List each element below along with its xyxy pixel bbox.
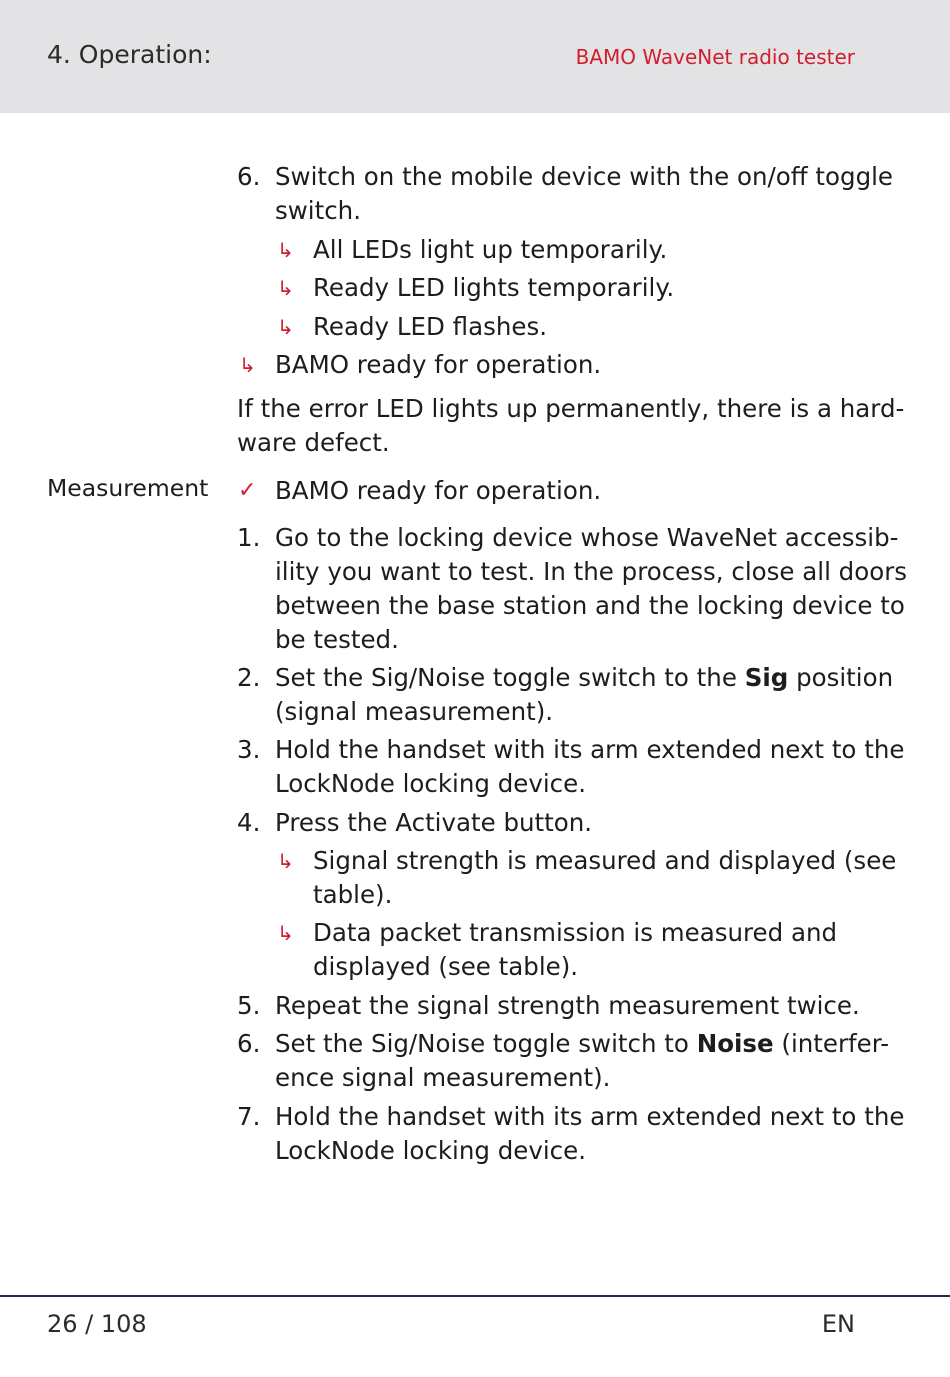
step-text: ence signal measurement). <box>275 1063 611 1092</box>
page-header <box>0 0 950 113</box>
result-text: Ready LED flashes. <box>313 312 547 341</box>
step-text: be tested. <box>275 625 399 654</box>
result-arrow-icon: ↳ <box>277 921 294 945</box>
step-text: Set the Sig/Noise toggle switch to the Sig position <box>275 663 894 692</box>
step-text: Press the Activate button. <box>275 808 593 837</box>
step-number: 1. <box>237 523 261 552</box>
language-code: EN <box>821 1310 855 1338</box>
result-arrow-icon: ↳ <box>277 238 294 262</box>
step-number: 4. <box>237 808 261 837</box>
step-text: ility you want to test. In the process, close all doors <box>275 557 908 586</box>
section-title: 4. Operation: <box>47 40 212 69</box>
checkmark-icon: ✓ <box>238 478 257 503</box>
step-number: 3. <box>237 735 261 764</box>
note-text: If the error LED lights up permanently, there is a hard- <box>237 394 905 423</box>
result-text: displayed (see table). <box>313 952 579 981</box>
step-number: 6. <box>237 1029 261 1058</box>
product-title: BAMO WaveNet radio tester <box>575 45 855 69</box>
result-arrow-icon: ↳ <box>277 315 294 339</box>
step-text: Repeat the signal strength measurement twice. <box>275 991 860 1020</box>
result-arrow-icon: ↳ <box>277 276 294 300</box>
step-text: LockNode locking device. <box>275 769 586 798</box>
setting-value: Noise <box>696 1029 774 1058</box>
result-text: table). <box>313 880 393 909</box>
step-text: switch. <box>275 196 362 225</box>
step-text: Go to the locking device whose WaveNet accessib- <box>275 523 899 552</box>
step-number: 5. <box>237 991 261 1020</box>
setting-value: Sig <box>744 663 789 692</box>
precondition-text: BAMO ready for operation. <box>275 476 602 505</box>
step-text: Set the Sig/Noise toggle switch to Noise (interfer- <box>275 1029 890 1058</box>
result-arrow-icon: ↳ <box>239 353 256 377</box>
step-number: 6. <box>237 162 261 191</box>
note-text: ware defect. <box>237 428 390 457</box>
footer-rule <box>0 1295 950 1297</box>
step-text: Hold the handset with its arm extended next to the <box>275 735 905 764</box>
step-number: 2. <box>237 663 261 692</box>
result-arrow-icon: ↳ <box>277 849 294 873</box>
step-text: (signal measurement). <box>275 697 554 726</box>
result-text: All LEDs light up temporarily. <box>313 235 668 264</box>
step-text: Switch on the mobile device with the on/off toggle <box>275 162 894 191</box>
result-text: Ready LED lights temporarily. <box>313 273 675 302</box>
result-text: Data packet transmission is measured and <box>313 918 838 947</box>
result-text: BAMO ready for operation. <box>275 350 602 379</box>
side-heading: Measurement <box>47 474 209 502</box>
step-number: 7. <box>237 1102 261 1131</box>
step-text: LockNode locking device. <box>275 1136 586 1165</box>
step-text: Hold the handset with its arm extended next to the <box>275 1102 905 1131</box>
page-number: 26 / 108 <box>47 1310 147 1338</box>
result-text: Signal strength is measured and displayed (see <box>313 846 897 875</box>
step-text: between the base station and the locking device to <box>275 591 905 620</box>
